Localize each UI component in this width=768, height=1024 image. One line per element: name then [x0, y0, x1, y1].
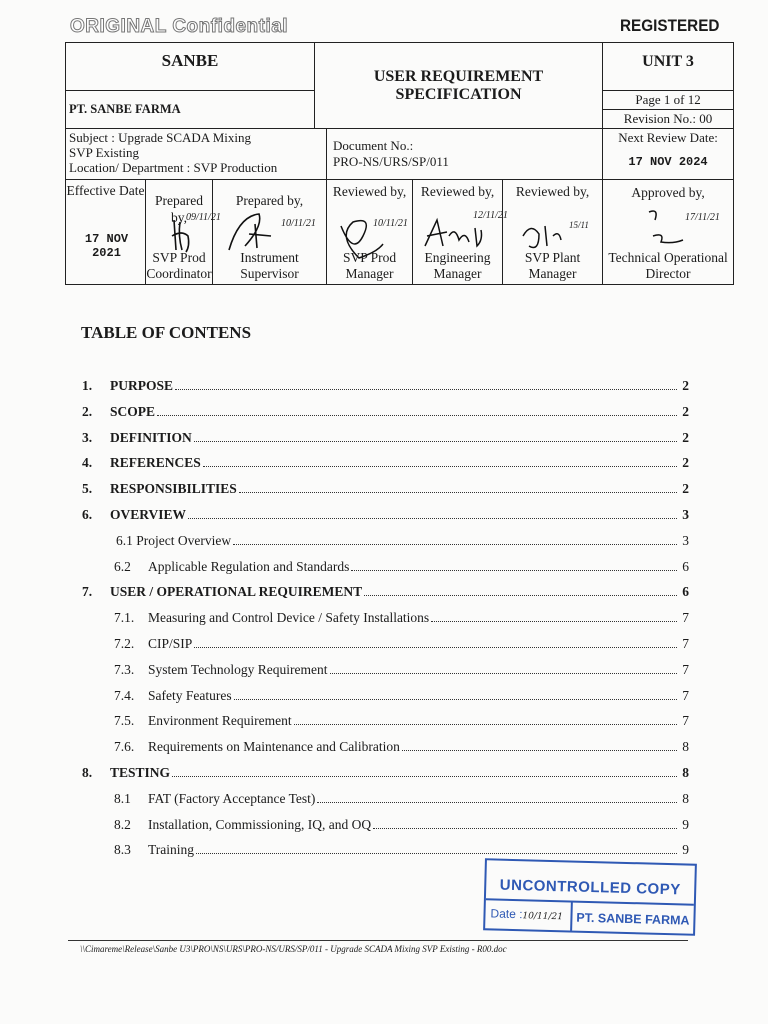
toc-entry-page: 3 — [682, 507, 689, 522]
next-review-date: 17 NOV 2024 — [628, 155, 708, 169]
toc-dot-leader — [233, 544, 677, 545]
toc-dot-leader — [402, 750, 677, 751]
signature-role: SVP Prod Coordinator — [146, 250, 212, 281]
toc-entry-number: 8.3 — [114, 842, 131, 857]
toc-entry-label: Installation, Commissioning, IQ, and OQ — [148, 817, 372, 832]
toc-entry — [82, 765, 689, 781]
toc-entry-label: REFERENCES — [110, 455, 201, 470]
toc-entry-number: 7.4. — [114, 688, 135, 703]
signature-role: SVP Plant Manager — [524, 250, 581, 281]
company-full-name: PT. SANBE FARMA — [69, 102, 181, 116]
toc-entry — [114, 559, 689, 575]
signature-date: 09/11/21 — [186, 212, 221, 223]
signature-cell-6 — [603, 180, 734, 285]
toc-dot-leader — [294, 724, 677, 725]
uncontrolled-copy-company: PT. SANBE FARMA — [576, 910, 690, 928]
toc-dot-leader — [239, 492, 677, 493]
toc-entry-number: 1. — [82, 378, 93, 393]
signature-title: Reviewed by, — [332, 184, 407, 199]
signature-date: 10/11/21 — [281, 218, 316, 229]
toc-entry-label: Training — [148, 842, 195, 857]
page-number: Page 1 of 12 — [603, 91, 733, 110]
toc-entry-page: 9 — [682, 817, 689, 832]
toc-entry-page: 7 — [682, 688, 689, 703]
doc-number: PRO-NS/URS/SP/011 — [333, 154, 449, 169]
toc-entry — [82, 430, 689, 446]
uncontrolled-copy-stamp — [483, 858, 697, 936]
toc-entry — [116, 533, 689, 549]
uncontrolled-date-value: 10/11/21 — [522, 911, 564, 923]
toc-dot-leader — [194, 647, 677, 648]
signature-title: Reviewed by, — [420, 184, 495, 199]
toc-entry-page: 2 — [682, 430, 689, 445]
toc-entry-label: Safety Features — [148, 688, 232, 703]
toc-entry-number: 8. — [82, 765, 93, 780]
toc-entry-label: TESTING — [110, 765, 171, 780]
toc-entry-page: 7 — [682, 713, 689, 728]
toc-entry-number: 5. — [82, 481, 93, 496]
toc-entry-number: 2. — [82, 404, 93, 419]
toc-dot-leader — [203, 466, 677, 467]
uncontrolled-date-label: Date : — [490, 906, 523, 922]
toc-entry-number: 7.6. — [114, 739, 135, 754]
toc-dot-leader — [188, 518, 677, 519]
subject-line-2: SVP Existing — [69, 145, 139, 160]
toc-entry-label: FAT (Factory Acceptance Test) — [148, 791, 316, 806]
toc-entry-page: 3 — [682, 533, 689, 548]
toc-entry-number: 4. — [82, 455, 93, 470]
toc-dot-leader — [194, 441, 677, 442]
toc-entry — [114, 662, 689, 678]
toc-entry-number: 8.1 — [114, 791, 131, 806]
signature-date: 10/11/21 — [373, 218, 408, 229]
toc-entry-page: 6 — [682, 559, 689, 574]
toc-entry-label: Environment Requirement — [148, 713, 292, 728]
toc-entry — [82, 455, 689, 471]
toc-dot-leader — [364, 595, 677, 596]
unit-label: UNIT 3 — [642, 53, 694, 70]
toc-entry-label: OVERVIEW — [110, 507, 187, 522]
doc-title: USER REQUIREMENT SPECIFICATION — [373, 67, 544, 103]
toc-entry-page: 2 — [682, 404, 689, 419]
toc-entry — [82, 584, 689, 600]
toc-dot-leader — [351, 570, 677, 571]
toc-entry-number: 7.5. — [114, 713, 135, 728]
toc-entry-label: CIP/SIP — [148, 636, 193, 651]
uncontrolled-copy-title: UNCONTROLLED COPY — [499, 876, 681, 899]
toc-entry-page: 2 — [682, 378, 689, 393]
signature-cell-3 — [327, 180, 413, 285]
toc-entry-label: System Technology Requirement — [148, 662, 328, 677]
doc-title-cell — [315, 43, 603, 129]
subject-line-1: Subject : Upgrade SCADA Mixing — [69, 130, 251, 145]
toc-entry-number: 3. — [82, 430, 93, 445]
toc-entry-label: Applicable Regulation and Standards — [148, 559, 350, 574]
toc-entry-label: USER / OPERATIONAL REQUIREMENT — [110, 584, 363, 599]
footer-divider — [68, 940, 688, 941]
toc-dot-leader — [234, 699, 677, 700]
uncontrolled-copy-date — [485, 900, 573, 930]
location-line: Location/ Department : SVP Production — [69, 160, 278, 175]
signature-date: 17/11/21 — [685, 212, 720, 223]
toc-dot-leader — [175, 389, 677, 390]
toc-entry-number: 8.2 — [114, 817, 131, 832]
toc-entry-label: 6.1 Project Overview — [116, 533, 232, 548]
toc-entry-number: 7. — [82, 584, 93, 599]
toc-entry — [114, 817, 689, 833]
toc-entry-label: Measuring and Control Device / Safety Installations — [148, 610, 430, 625]
toc-entry — [114, 739, 689, 755]
toc-entry-page: 7 — [682, 610, 689, 625]
doc-number-cell — [327, 129, 603, 180]
toc-entry-page: 7 — [682, 636, 689, 651]
toc-entry-page: 2 — [682, 481, 689, 496]
toc-entry-page: 8 — [682, 765, 689, 780]
toc-entry-number: 6.2 — [114, 559, 131, 574]
toc-entry — [114, 791, 689, 807]
company-name: SANBE — [161, 51, 219, 70]
registered-stamp: REGISTERED — [620, 16, 720, 35]
signature-cell-2 — [213, 180, 327, 285]
toc-entry-page: 8 — [682, 739, 689, 754]
signature-title: Prepared by, — [235, 193, 304, 208]
toc-entry — [82, 481, 689, 497]
toc-entry-label: Requirements on Maintenance and Calibration — [148, 739, 400, 754]
toc-entry — [114, 688, 689, 704]
footer-file-path: \\Cimareme\Release\Sanbe U3\PRO\NS\URS\PRO-NS/URS/SP/011 - Upgrade SCADA Mixing SVP Existing - R00.doc — [80, 944, 507, 954]
doc-number-label: Document No.: — [333, 138, 414, 153]
document-header-table — [65, 42, 734, 285]
effective-date-cell — [66, 180, 146, 285]
handwritten-signature — [509, 206, 579, 256]
toc-entry-label: DEFINITION — [110, 430, 192, 445]
next-review-label: Next Review Date: — [618, 130, 718, 145]
toc-entry-page: 2 — [682, 455, 689, 470]
toc-entry — [82, 507, 689, 523]
toc-entry-label: PURPOSE — [110, 378, 174, 393]
signature-role: SVP Prod Manager — [342, 250, 397, 281]
toc-dot-leader — [373, 828, 677, 829]
effective-date: 17 NOV 2021 — [84, 232, 129, 260]
toc-dot-leader — [196, 853, 677, 854]
company-full-cell — [66, 91, 315, 129]
toc-dot-leader — [330, 673, 677, 674]
signature-date: 15/11 — [569, 220, 589, 230]
signature-cell-4 — [413, 180, 508, 285]
toc-entry — [114, 713, 689, 729]
signature-cell-1 — [146, 180, 221, 285]
toc-dot-leader — [317, 802, 677, 803]
toc-entry-page: 9 — [682, 842, 689, 857]
toc-entry — [114, 842, 689, 858]
toc-entry — [114, 610, 689, 626]
signature-cell-5 — [503, 180, 603, 285]
uncontrolled-copy-bottom — [485, 898, 694, 933]
original-confidential-stamp: ORIGINAL Confidential — [70, 16, 289, 37]
company-cell — [66, 43, 315, 91]
revision-number: Revision No.: 00 — [623, 111, 713, 126]
signature-title: Reviewed by, — [515, 184, 590, 199]
toc-entry-page: 7 — [682, 662, 689, 677]
signature-role: Instrument Supervisor — [240, 250, 299, 281]
signature-date: 12/11/21 — [473, 210, 508, 221]
next-review-cell — [603, 129, 734, 180]
toc-entry-label: SCOPE — [110, 404, 156, 419]
toc-dot-leader — [431, 621, 677, 622]
subject-cell — [66, 129, 327, 180]
toc-entry — [114, 636, 689, 652]
toc-title: TABLE OF CONTENS — [81, 323, 252, 342]
signature-role: Engineering Manager — [424, 250, 491, 281]
toc-entry-page: 6 — [682, 584, 689, 599]
page-revision-cell — [603, 91, 734, 129]
toc-entry — [82, 404, 689, 420]
signature-role: Technical Operational Director — [608, 250, 728, 281]
signature-title: Approved by, — [631, 185, 705, 200]
toc-entry-page: 8 — [682, 791, 689, 806]
toc-entry-number: 6. — [82, 507, 93, 522]
toc-entry — [82, 378, 689, 394]
toc-entry-number: 7.3. — [114, 662, 135, 677]
toc-dot-leader — [172, 776, 677, 777]
signature-title: Prepared by, — [155, 193, 203, 225]
effective-label: Effective Date — [66, 183, 145, 198]
unit-cell — [603, 43, 734, 91]
toc-dot-leader — [157, 415, 677, 416]
toc-entry-number: 7.1. — [114, 610, 135, 625]
toc-entry-number: 7.2. — [114, 636, 135, 651]
toc-entry-label: RESPONSIBILITIES — [110, 481, 237, 496]
handwritten-signature — [219, 206, 289, 256]
